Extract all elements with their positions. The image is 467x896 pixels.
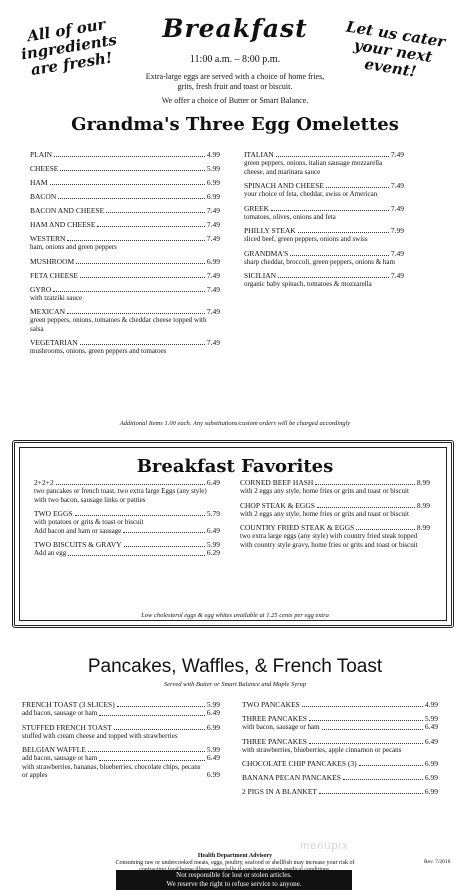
menu-item xyxy=(244,271,404,289)
menu-item-row xyxy=(30,338,220,347)
menu-item-price: 6.99 xyxy=(206,192,220,201)
menu-item-name: BELGIAN WAFFLE xyxy=(22,745,86,754)
menu-item-price: 5.79 xyxy=(206,509,220,518)
menu-item-name: GREEK xyxy=(244,203,269,213)
advisory-line: Consuming raw or undercooked meats, eggs, poultry, seafood or shellfish may increase your risk of xyxy=(115,860,355,866)
menu-item-row xyxy=(244,150,404,159)
menu-item xyxy=(34,540,220,558)
menu-item xyxy=(244,226,404,244)
menu-item-description: with 2 eggs any style, home fries or grits and toast or biscuit xyxy=(240,509,409,518)
menu-item-name: 2 PIGS IN A BLANKET xyxy=(242,787,318,796)
menu-item xyxy=(30,234,220,252)
menu-item-row xyxy=(30,257,220,266)
addon-label: with strawberries, bananas, blueberries, chocolate chips, pecans or apples xyxy=(22,762,201,779)
intro-line: Extra-large eggs are served with a choice of home fries, xyxy=(145,72,325,81)
menu-item-name: FRENCH TOAST (3 SLICES) xyxy=(22,700,115,709)
leader-dots xyxy=(106,212,205,213)
addon-label: Add bacon and ham or sausage xyxy=(34,526,122,535)
menu-item-name: BACON AND CHEESE xyxy=(30,206,105,215)
menu-item-price: 6.49 xyxy=(206,478,220,487)
leader-dots xyxy=(50,184,205,185)
menu-item-price: 6.99 xyxy=(424,787,438,796)
menu-item-row xyxy=(34,478,220,487)
menu-item-description: ham, onions and green peppers xyxy=(30,243,117,251)
menu-item-price: 7.49 xyxy=(206,220,220,229)
menu-item-price: 8.99 xyxy=(416,523,430,532)
menu-item-row xyxy=(30,164,220,173)
menu-item-row xyxy=(30,192,220,201)
menu-item-row xyxy=(30,271,220,280)
menu-item-row xyxy=(30,178,220,187)
addon-price: 6.99 xyxy=(206,770,220,779)
leader-dots xyxy=(123,532,205,533)
menu-item-description: with 2 eggs any style, home fries or grits and toast or biscuit xyxy=(240,487,409,495)
menu-item-name: STUFFED FRENCH TOAST xyxy=(22,722,112,732)
menu-item-name: GRANDMA'S xyxy=(244,248,289,258)
advisory-title: Health Department Advisory xyxy=(197,853,273,859)
menu-item-name: CHOCOLATE CHIP PANCAKES (3) xyxy=(242,759,357,768)
menu-item-description: green peppers, onions, italian sausage mozzarella cheese, and marinara sauce xyxy=(244,159,383,176)
menu-item-description: two extra large eggs (any style) with country fried steak topped with country style gravy, home fries or grits and toast or biscuit xyxy=(240,532,418,549)
pancakes-heading: Pancakes, Waffles, & French Toast xyxy=(87,656,383,677)
addon-label: add bacon, sausage or ham xyxy=(22,709,98,717)
leader-dots xyxy=(276,156,389,157)
intro-line: We offer a choice of Butter or Smart Balance. xyxy=(161,96,309,105)
menu-item-price: 6.99 xyxy=(424,759,438,768)
menu-item-price: 5.99 xyxy=(206,700,220,709)
menu-item xyxy=(242,737,438,755)
leader-dots xyxy=(76,263,205,264)
menu-item xyxy=(30,271,220,280)
footer-notice-bar xyxy=(116,870,352,890)
menu-item xyxy=(244,150,404,176)
menu-item-addon xyxy=(22,754,220,763)
leader-dots xyxy=(80,277,205,278)
menu-item-row xyxy=(34,509,220,518)
intro-text xyxy=(110,72,360,106)
leader-dots xyxy=(114,729,205,730)
leader-dots xyxy=(97,226,204,227)
menu-title: Breakfast xyxy=(162,14,308,43)
leader-dots xyxy=(343,779,423,780)
leader-dots xyxy=(322,729,423,730)
menu-item-name: SICILIAN xyxy=(244,271,277,280)
menu-item-price: 6.99 xyxy=(424,773,438,782)
menu-item-row xyxy=(244,181,404,190)
menu-item-price: 7.49 xyxy=(206,234,220,243)
menu-item-name: WESTERN xyxy=(30,234,66,243)
pancakes-left-column xyxy=(22,700,220,785)
menu-item-name: THREE PANCAKES xyxy=(242,736,307,746)
fresh-ingredients-tagline: All of our ingredients are fresh! xyxy=(19,15,119,80)
menu-item-price: 8.99 xyxy=(416,500,430,510)
menu-item-row xyxy=(30,206,220,215)
menu-item-name: SPINACH AND CHEESE xyxy=(244,181,325,190)
favorites-note: Low cholesterol eggs & egg whites available at 1.25 cents per egg extra xyxy=(141,612,329,619)
leader-dots xyxy=(309,720,423,721)
menu-item-name: THREE PANCAKES xyxy=(242,714,307,723)
menu-item-row xyxy=(30,220,220,229)
menu-item-price: 7.99 xyxy=(390,226,404,235)
footer-notice-line: Not responsible for lost or stolen articles. xyxy=(176,871,292,879)
leader-dots xyxy=(88,751,205,752)
addon-price: 6.49 xyxy=(206,708,220,717)
menu-item-row xyxy=(244,271,404,280)
menu-item-price: 6.49 xyxy=(424,736,438,746)
menu-item-name: COUNTRY FRIED STEAK & EGGS xyxy=(240,523,355,532)
menu-item-price: 5.99 xyxy=(424,714,438,723)
menu-item xyxy=(22,700,220,718)
leader-dots xyxy=(68,555,205,556)
menu-item-description: sharp cheddar, broccoli, green peppers, onions & ham xyxy=(244,257,395,266)
menu-item xyxy=(244,249,404,267)
menu-item xyxy=(30,285,220,303)
addon-price: 6.29 xyxy=(206,548,220,557)
menu-item-addon xyxy=(22,763,220,780)
menu-item xyxy=(242,714,438,732)
leader-dots xyxy=(54,156,205,157)
menu-item xyxy=(30,192,220,201)
menu-item-name: MUSHROOM xyxy=(30,256,75,266)
menu-item-row xyxy=(242,714,438,723)
leader-dots xyxy=(75,515,205,516)
omelettes-left-column xyxy=(30,150,220,361)
menu-item-name: FETA CHEESE xyxy=(30,270,78,280)
menu-item xyxy=(22,745,220,780)
menu-item-addon xyxy=(22,709,220,718)
menu-item-name: CHOP STEAK & EGGS xyxy=(240,500,315,510)
leader-dots xyxy=(319,793,423,794)
menu-item-name: BACON xyxy=(30,192,57,201)
menu-item-row xyxy=(240,523,430,532)
menu-item-row xyxy=(242,787,438,796)
menu-item-name: BANANA PECAN PANCAKES xyxy=(242,773,341,782)
catering-tagline: Let us cater your next event! xyxy=(344,17,447,81)
menu-item xyxy=(30,178,220,187)
revision-date: Rev. 7/2018 xyxy=(424,859,451,865)
menu-item xyxy=(244,204,404,222)
menu-item-addon xyxy=(242,723,438,732)
menu-item-name: MEXICAN xyxy=(30,307,65,316)
menu-item-name: GYRO xyxy=(30,284,52,294)
menu-item xyxy=(240,478,430,496)
leader-dots xyxy=(99,760,205,761)
menu-item-row xyxy=(244,226,404,235)
leader-dots xyxy=(290,255,389,256)
menu-item-description: sliced beef, green peppers, onions and swiss xyxy=(244,235,368,243)
menu-item-price: 7.49 xyxy=(390,248,404,258)
menu-item xyxy=(34,509,220,535)
favorites-right-column xyxy=(240,478,430,554)
menu-item-description: tomatoes, olives, onions and feta xyxy=(244,212,336,221)
menu-item-price: 5.99 xyxy=(206,745,220,754)
menu-item-description: green peppers, onions, tomatoes & cheddar cheese topped with salsa xyxy=(30,316,207,333)
menu-item-row xyxy=(240,478,430,487)
menu-item xyxy=(244,181,404,199)
menu-item-row xyxy=(30,307,220,316)
menu-item xyxy=(30,307,220,333)
menu-item-row xyxy=(242,759,438,768)
menu-item-row xyxy=(242,737,438,746)
menu-item-row xyxy=(34,540,220,549)
watermark: menupix xyxy=(300,840,349,852)
intro-line: grits, fresh fruit and toast or biscuit. xyxy=(177,82,293,91)
menu-item-price: 5.99 xyxy=(206,164,220,173)
menu-item-name: ITALIAN xyxy=(244,150,274,159)
menu-item-name: TWO EGGS xyxy=(34,509,73,518)
menu-item-price: 7.49 xyxy=(206,307,220,316)
menu-item xyxy=(242,700,438,709)
menu-item-name: TWO BISCUITS & GRAVY xyxy=(34,540,122,549)
addon-price: 6.49 xyxy=(206,525,220,535)
addon-price: 6.49 xyxy=(206,753,220,762)
menu-item-description: with strawberries, blueberries, apple cinnamon or pecans xyxy=(242,745,402,754)
menu-item-name: TWO PANCAKES xyxy=(242,700,300,709)
menu-item-description: two pancakes or french toast, two extra large Eggs (any style) with two bacon, sausage links or patties xyxy=(34,487,207,504)
menu-item-price: 8.99 xyxy=(416,478,430,487)
menu-item-row xyxy=(30,285,220,294)
menu-item-name: VEGETARIAN xyxy=(30,338,78,347)
menu-item-name: HAM AND CHEESE xyxy=(30,220,96,229)
leader-dots xyxy=(99,715,205,716)
hours: 11:00 a.m. – 8:00 p.m. xyxy=(189,54,281,65)
menu-item-row xyxy=(22,723,220,732)
menu-item-row xyxy=(22,745,220,754)
leader-dots xyxy=(359,765,423,766)
menu-item-row xyxy=(30,150,220,159)
menu-item xyxy=(242,773,438,782)
menu-item-row xyxy=(244,204,404,213)
menu-item-price: 4.99 xyxy=(206,150,220,159)
menu-item-row xyxy=(30,234,220,243)
menu-item-name: PLAIN xyxy=(30,150,53,159)
menu-item-row xyxy=(22,700,220,709)
menu-item-description: organic baby spinach, tomatoes & mozzarella xyxy=(244,280,372,288)
leader-dots xyxy=(124,546,205,547)
menu-item xyxy=(30,206,220,215)
leader-dots xyxy=(67,313,205,314)
favorites-heading: Breakfast Favorites xyxy=(136,456,334,477)
addon-price: 6.49 xyxy=(424,722,438,731)
leader-dots xyxy=(56,484,205,485)
menu-item-name: HAM xyxy=(30,178,48,187)
menu-item-name: CORNED BEEF HASH xyxy=(240,478,314,487)
leader-dots xyxy=(315,484,415,485)
omelettes-note: Additional Items 1.00 each. Any substitutions/custom orders will be charged accordingly xyxy=(119,420,351,427)
menu-item-row xyxy=(240,501,430,510)
menu-item-price: 7.49 xyxy=(206,270,220,280)
menu-item xyxy=(30,257,220,266)
addon-label: Add an egg xyxy=(34,549,67,557)
menu-item-price: 6.99 xyxy=(206,256,220,266)
menu-item-description: mushrooms, onions, green peppers and tomatoes xyxy=(30,347,167,355)
menu-item xyxy=(242,787,438,796)
menu-item-description: with tzatziki sauce xyxy=(30,293,83,302)
menu-item-price: 7.49 xyxy=(390,203,404,213)
leader-dots xyxy=(326,187,389,188)
menu-item-price: 7.49 xyxy=(206,284,220,294)
menu-item-row xyxy=(244,249,404,258)
menu-item-price: 7.49 xyxy=(390,181,404,190)
omelettes-heading: Grandma's Three Egg Omelettes xyxy=(71,114,399,135)
menu-item-addon xyxy=(34,527,220,536)
menu-item-price: 7.49 xyxy=(206,338,220,347)
footer-notice-line: We reserve the right to refuse service to anyone. xyxy=(166,880,302,888)
menu-item-price: 7.49 xyxy=(390,271,404,280)
menu-item xyxy=(30,220,220,229)
leader-dots xyxy=(278,277,389,278)
leader-dots xyxy=(302,706,423,707)
leader-dots xyxy=(317,507,415,508)
menu-item xyxy=(242,759,438,768)
menu-item-name: CHEESE xyxy=(30,164,59,173)
menu-item xyxy=(22,723,220,741)
menu-item-description: with potatoes or grits & toast or biscuit xyxy=(34,518,144,526)
leader-dots xyxy=(271,210,389,211)
menu-item-description: your choice of feta, cheddar, swiss or American xyxy=(244,190,378,198)
leader-dots xyxy=(298,232,389,233)
leader-dots xyxy=(67,240,204,241)
leader-dots xyxy=(356,529,415,530)
pancakes-right-column xyxy=(242,700,438,801)
menu-item-price: 5.99 xyxy=(206,540,220,549)
menu-item xyxy=(30,164,220,173)
menu-item xyxy=(30,150,220,159)
menu-item-addon xyxy=(34,549,220,558)
menu-item-name: 2+2+2 xyxy=(34,478,54,487)
menu-item-name: PHILLY STEAK xyxy=(244,226,296,235)
menu-item-price: 6.99 xyxy=(206,178,220,187)
leader-dots xyxy=(60,170,205,171)
menu-item xyxy=(30,338,220,356)
pancakes-subtitle: Served with Butter or Smart Balance and Maple Syrup xyxy=(163,681,307,688)
menu-item-price: 4.99 xyxy=(424,700,438,709)
leader-dots xyxy=(117,706,205,707)
menu-item xyxy=(240,501,430,519)
menu-item-description: stuffed with cream cheese and topped with strawberries xyxy=(22,731,178,740)
menu-item xyxy=(240,523,430,549)
leader-dots xyxy=(53,291,205,292)
addon-label: with bacon, sausage or ham xyxy=(242,723,320,731)
leader-dots xyxy=(309,743,423,744)
favorites-left-column xyxy=(34,478,220,563)
leader-dots xyxy=(80,344,205,345)
omelettes-right-column xyxy=(244,150,404,294)
addon-label: add bacon, sausage or ham xyxy=(22,754,98,762)
menu-item-row xyxy=(242,773,438,782)
menu-item-price: 7.49 xyxy=(206,206,220,215)
menu-item-price: 7.49 xyxy=(390,150,404,159)
leader-dots xyxy=(58,198,205,199)
menu-item-row xyxy=(242,700,438,709)
menu-item xyxy=(34,478,220,504)
menu-item-price: 6.99 xyxy=(206,722,220,732)
